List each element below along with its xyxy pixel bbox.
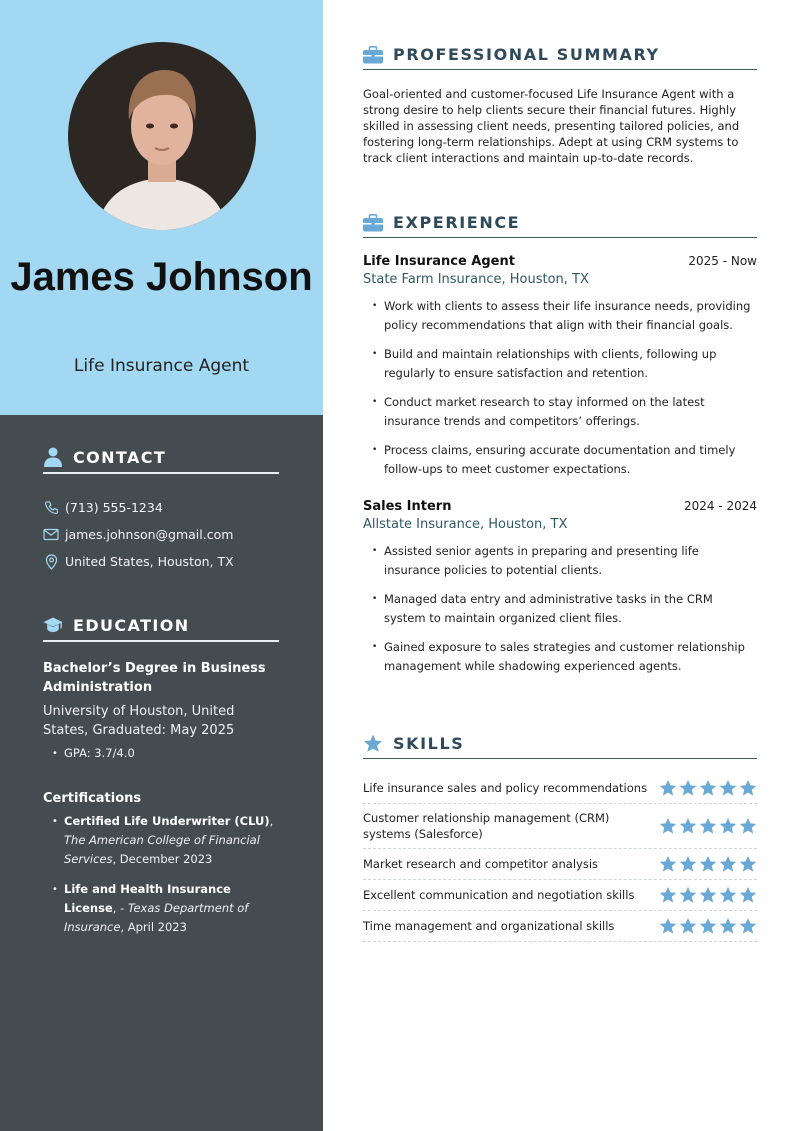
job-bullet: • Process claims, ensuring accurate documentation and timely follow-ups to meet customer expectations.: [363, 441, 757, 479]
rating-star-icon: [679, 779, 697, 797]
cert-name: Life and Health Insurance License: [64, 882, 231, 915]
skills-section: [363, 729, 757, 942]
briefcase-icon: [363, 213, 383, 233]
job-company: State Farm Insurance, Houston, TX: [363, 272, 589, 287]
star-icon: [363, 734, 383, 754]
certification-item: [43, 812, 279, 869]
rating-star-icon: [679, 917, 697, 935]
profile-photo: [68, 42, 256, 230]
contact-phone-text: (713) 555-1234: [65, 500, 163, 515]
skill-rating: [659, 917, 757, 935]
job-entry: [363, 499, 757, 676]
cert-separator: ,: [269, 814, 274, 828]
rating-star-icon: [719, 917, 737, 935]
contact-section: [43, 448, 279, 575]
rating-star-icon: [679, 886, 697, 904]
contact-location: [43, 548, 279, 575]
rating-star-icon: [739, 779, 757, 797]
contact-heading: [43, 448, 279, 474]
skill-rating: [659, 886, 757, 904]
rating-star-icon: [699, 886, 717, 904]
skill-name: Time management and organizational skills: [363, 919, 615, 933]
briefcase-icon: [363, 45, 383, 65]
degree-name: Bachelor’s Degree in Business Administration: [43, 661, 266, 695]
rating-star-icon: [719, 779, 737, 797]
education-title: EDUCATION: [73, 615, 190, 635]
contact-location-text: United States, Houston, TX: [65, 554, 234, 569]
cert-separator: , -: [112, 901, 128, 915]
cert-date: , December 2023: [112, 852, 213, 866]
rating-star-icon: [739, 855, 757, 873]
job-title: Life Insurance Agent: [363, 254, 515, 269]
job-bullet: • Assisted senior agents in preparing and presenting life insurance policies to potential clients.: [363, 542, 757, 580]
rating-star-icon: [739, 886, 757, 904]
person-name: James Johnson: [10, 255, 313, 299]
job-bullet: • Work with clients to assess their life insurance needs, providing policy recommendations that align with their financial goals.: [363, 297, 757, 335]
summary-section: [363, 40, 757, 166]
experience-heading: [363, 208, 757, 238]
skill-rating: [659, 779, 757, 797]
skill-name: Excellent communication and negotiation skills: [363, 888, 635, 902]
rating-star-icon: [679, 817, 697, 835]
job-bullet: • Build and maintain relationships with clients, following up regularly to ensure satisfaction and retention.: [363, 345, 757, 383]
location-pin-icon: [43, 554, 59, 570]
rating-star-icon: [719, 855, 737, 873]
skills-heading: [363, 729, 757, 759]
rating-star-icon: [739, 817, 757, 835]
job-dates: 2024 - 2024: [683, 499, 757, 513]
job-dates: 2025 - Now: [688, 254, 757, 268]
summary-text: Goal-oriented and customer-focused Life Insurance Agent with a strong desire to help clients secure their financial futures. Highly skilled in assessing client needs, presenting tailored policies, and fostering long-term relationships. Adept at using CRM systems to track client interactions and maintain up-to-date records.: [363, 87, 740, 165]
experience-section: [363, 208, 757, 686]
rating-star-icon: [699, 855, 717, 873]
school-name: University of Houston, United States, Graduated: May 2025: [43, 704, 235, 738]
skills-title: SKILLS: [393, 734, 465, 753]
certification-item: [43, 880, 279, 937]
profile-header: [0, 0, 323, 415]
mail-icon: [43, 527, 59, 543]
experience-title: EXPERIENCE: [393, 213, 521, 232]
cert-name: Certified Life Underwriter (CLU): [64, 814, 270, 828]
education-heading: [43, 616, 279, 642]
summary-title: PROFESSIONAL SUMMARY: [393, 45, 660, 64]
job-bullet: • Gained exposure to sales strategies and customer relationship management while shadowing experienced agents.: [363, 638, 757, 676]
rating-star-icon: [739, 917, 757, 935]
skill-name: Market research and competitor analysis: [363, 857, 599, 871]
cert-issuer: The American College of Financial Services: [64, 833, 260, 866]
job-bullet: • Conduct market research to stay informed on the latest insurance trends and competitors’ offerings.: [363, 393, 757, 431]
rating-star-icon: [719, 817, 737, 835]
cert-date: , April 2023: [120, 920, 187, 934]
sidebar: [0, 0, 323, 1131]
skills-list: [363, 773, 757, 942]
contact-email-text: james.johnson@gmail.com: [65, 527, 234, 542]
contact-phone[interactable]: [43, 494, 279, 521]
cert-issuer: Texas Department of Insurance: [64, 901, 249, 934]
rating-star-icon: [659, 779, 677, 797]
rating-star-icon: [659, 917, 677, 935]
contact-title: CONTACT: [73, 447, 167, 467]
skill-name: Life insurance sales and policy recommendations: [363, 781, 648, 795]
rating-star-icon: [659, 886, 677, 904]
skill-rating: [659, 855, 757, 873]
rating-star-icon: [679, 855, 697, 873]
job-company: Allstate Insurance, Houston, TX: [363, 517, 568, 532]
summary-heading: [363, 40, 757, 70]
job-role: Life Insurance Agent: [73, 356, 250, 376]
skill-row: [363, 880, 757, 911]
job-bullet: • Managed data entry and administrative tasks in the CRM system to maintain organized client files.: [363, 590, 757, 628]
certifications-heading: Certifications: [43, 791, 142, 806]
rating-star-icon: [659, 855, 677, 873]
rating-star-icon: [699, 779, 717, 797]
skill-row: [363, 804, 757, 849]
rating-star-icon: [699, 817, 717, 835]
job-entry: [363, 254, 757, 479]
skill-row: [363, 911, 757, 942]
gpa-item: • GPA: 3.7/4.0: [43, 744, 279, 763]
skill-name: Customer relationship management (CRM) systems (Salesforce): [363, 811, 610, 841]
rating-star-icon: [699, 917, 717, 935]
skill-rating: [659, 817, 757, 835]
skill-row: [363, 773, 757, 804]
contact-email[interactable]: [43, 521, 279, 548]
user-icon: [43, 447, 63, 467]
education-section: [43, 616, 279, 948]
rating-star-icon: [659, 817, 677, 835]
phone-icon: [43, 500, 59, 516]
graduation-cap-icon: [43, 615, 63, 635]
rating-star-icon: [719, 886, 737, 904]
skill-row: [363, 849, 757, 880]
job-title: Sales Intern: [363, 499, 452, 514]
